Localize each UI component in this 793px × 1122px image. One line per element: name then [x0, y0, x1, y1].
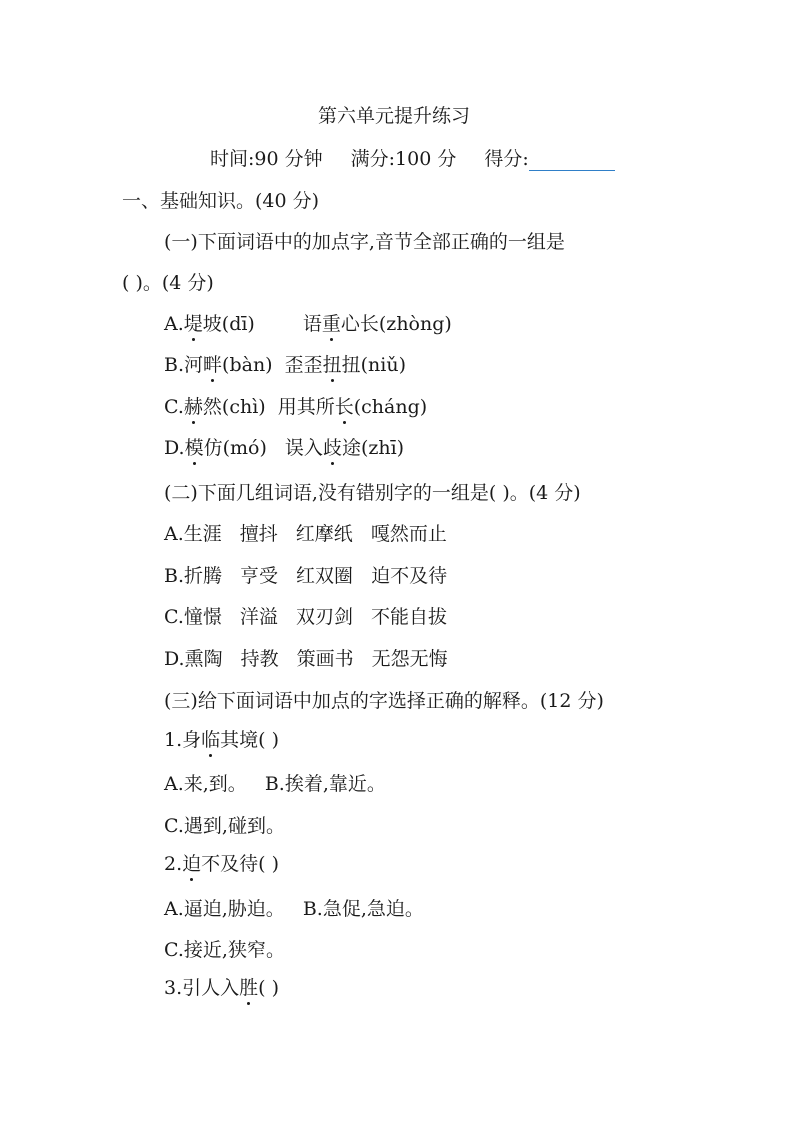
dotted-char: 临 [201, 729, 221, 751]
q2-option-b: B.折腾 亨受 红双圈 迫不及待 [164, 565, 448, 587]
q2-option-c: C.憧憬 洋溢 双刃剑 不能自拔 [164, 606, 447, 628]
dotted-char: 重 [321, 313, 341, 335]
q3-stem: (三)给下面词语中加点的字选择正确的解释。(12 分) [164, 690, 604, 712]
score-blank[interactable] [529, 150, 615, 171]
q1-option-a: A.堤坡(dī) 语重心长(zhòng) [164, 313, 452, 335]
q2-option-a: A.生涯 擅抖 红摩纸 嘎然而止 [164, 523, 447, 545]
dotted-char: 长 [334, 396, 354, 418]
dotted-char: 歧 [322, 437, 342, 459]
time-limit: 时间:90 分钟 [210, 148, 323, 170]
q3-item-1-options: A.来,到。 B.挨着,靠近。 [164, 773, 386, 795]
q1-option-d: D.模仿(mó) 误入歧途(zhī) [164, 437, 405, 459]
q3-item-1-option-c: C.遇到,碰到。 [164, 815, 285, 837]
dotted-char: 扭 [322, 354, 342, 376]
q1-option-c: C.赫然(chì) 用其所长(cháng) [164, 396, 428, 418]
full-score: 满分:100 分 [350, 148, 457, 170]
q1-stem: (一)下面词语中的加点字,音节全部正确的一组是 [164, 231, 565, 253]
q2-option-d: D.熏陶 持教 策画书 无怨无悔 [164, 648, 448, 670]
q3-item-2-option-c: C.接近,狭窄。 [164, 939, 285, 961]
q1-option-b: B.河畔(bàn) 歪歪扭扭(niǔ) [164, 354, 407, 376]
dotted-char: 赫 [183, 396, 203, 418]
dotted-char: 胜 [239, 977, 259, 999]
page-title: 第六单元提升练习 [318, 105, 471, 127]
dotted-char: 堤 [183, 313, 203, 335]
dotted-char: 畔 [203, 354, 223, 376]
exam-meta [210, 147, 615, 171]
q3-item-2-options: A.逼迫,胁迫。 B.急促,急迫。 [164, 898, 424, 920]
score-label: 得分: [484, 148, 529, 170]
q3-item-3: 3.引人入胜( ) [164, 977, 280, 999]
q2-stem: (二)下面几组词语,没有错别字的一组是( )。(4 分) [164, 482, 581, 504]
q3-item-2: 2.迫不及待( ) [164, 853, 280, 875]
q1-stem-cont: ( )。(4 分) [122, 272, 214, 294]
dotted-char: 迫 [182, 853, 202, 875]
q3-item-1: 1.身临其境( ) [164, 729, 280, 751]
dotted-char: 模 [184, 437, 204, 459]
section-heading: 一、基础知识。(40 分) [122, 190, 320, 212]
